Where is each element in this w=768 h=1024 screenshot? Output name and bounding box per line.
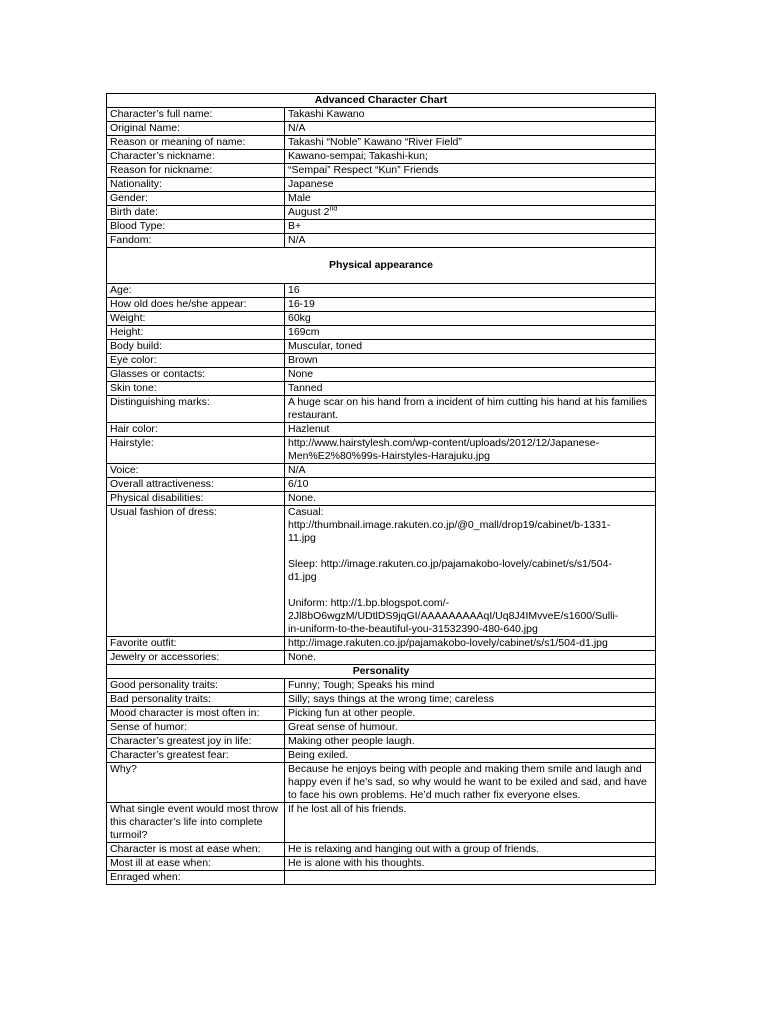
row-label: Nationality: [107,178,285,192]
row-value: 169cm [285,326,656,340]
character-chart-table [106,93,656,885]
table-row [107,284,656,298]
row-value: Takashi “Noble” Kawano “River Field” [285,136,656,150]
table-row [107,871,656,885]
table-row [107,206,656,220]
row-value: Picking fun at other people. [285,707,656,721]
row-value: A huge scar on his hand from a incident of him cutting his hand at his families restaurant. [285,396,656,423]
row-label: Character is most at ease when: [107,843,285,857]
row-value: 6/10 [285,478,656,492]
row-label: Why? [107,763,285,803]
row-label: Weight: [107,312,285,326]
row-value: Takashi Kawano [285,108,656,122]
row-value [285,206,656,220]
table-row [107,749,656,763]
row-value: Funny; Tough; Speaks his mind [285,679,656,693]
table-row [107,220,656,234]
table-row [107,721,656,735]
table-row [107,492,656,506]
table-row [107,763,656,803]
row-label: Character’s greatest joy in life: [107,735,285,749]
table-row [107,693,656,707]
row-value: Male [285,192,656,206]
row-label: Gender: [107,192,285,206]
row-label: Physical disabilities: [107,492,285,506]
row-value [285,871,656,885]
row-value: Muscular, toned [285,340,656,354]
row-label: Reason for nickname: [107,164,285,178]
row-value: N/A [285,122,656,136]
row-value: Tanned [285,382,656,396]
row-value: Making other people laugh. [285,735,656,749]
row-label: Favorite outfit: [107,637,285,651]
table-row [107,478,656,492]
row-value: “Sempai” Respect “Kun” Friends [285,164,656,178]
row-label: Overall attractiveness: [107,478,285,492]
row-value: If he lost all of his friends. [285,803,656,843]
row-label: Body build: [107,340,285,354]
row-label: Sense of humor: [107,721,285,735]
table-row [107,298,656,312]
row-label: Voice: [107,464,285,478]
table-row [107,803,656,843]
table-row [107,637,656,651]
chart-title-row [107,94,656,108]
table-row [107,312,656,326]
table-row [107,506,656,637]
row-label: Skin tone: [107,382,285,396]
row-label: Eye color: [107,354,285,368]
row-label: Hairstyle: [107,437,285,464]
row-label: Jewelry or accessories: [107,651,285,665]
table-row [107,178,656,192]
row-value: Because he enjoys being with people and making them smile and laugh and happy even if he’s sad, so why would he want to be exiled and sad, and have to face his own problems. He’d much rather fix everyone elses. [285,763,656,803]
row-label: Character’s greatest fear: [107,749,285,763]
table-row [107,707,656,721]
table-row [107,368,656,382]
row-label: Mood character is most often in: [107,707,285,721]
row-value: http://www.hairstylesh.com/wp-content/uploads/2012/12/Japanese- Men%E2%80%99s-Hairstyles-Harajuku.jpg [285,437,656,464]
row-value: Hazlenut [285,423,656,437]
table-row [107,122,656,136]
row-value: 16-19 [285,298,656,312]
row-value: Silly; says things at the wrong time; careless [285,693,656,707]
table-row [107,354,656,368]
table-row [107,150,656,164]
row-value: Great sense of humour. [285,721,656,735]
row-label: Distinguishing marks: [107,396,285,423]
row-label: Most ill at ease when: [107,857,285,871]
row-value: Brown [285,354,656,368]
table-row [107,382,656,396]
table-row [107,857,656,871]
row-value: None. [285,492,656,506]
basics-section [107,108,656,248]
personality-heading-row [107,665,656,679]
row-value: N/A [285,464,656,478]
table-row [107,164,656,178]
table-row [107,679,656,693]
row-label: Usual fashion of dress: [107,506,285,637]
row-label: How old does he/she appear: [107,298,285,312]
table-row [107,735,656,749]
row-value: He is relaxing and hanging out with a group of friends. [285,843,656,857]
table-row [107,464,656,478]
row-value: N/A [285,234,656,248]
row-value: Japanese [285,178,656,192]
table-row [107,234,656,248]
row-label: Character’s nickname: [107,150,285,164]
row-value: Kawano-sempai; Takashi-kun; [285,150,656,164]
row-label: Enraged when: [107,871,285,885]
row-label: Character’s full name: [107,108,285,122]
table-row [107,136,656,150]
row-value: B+ [285,220,656,234]
row-label: What single event would most throw this character’s life into complete turmoil? [107,803,285,843]
table-row [107,437,656,464]
ordinal-suffix: nd [329,205,338,213]
table-row [107,326,656,340]
row-value: He is alone with his thoughts. [285,857,656,871]
row-label: Blood Type: [107,220,285,234]
row-label: Reason or meaning of name: [107,136,285,150]
row-label: Hair color: [107,423,285,437]
table-row [107,423,656,437]
table-row [107,651,656,665]
row-label: Bad personality traits: [107,693,285,707]
row-value: http://image.rakuten.co.jp/pajamakobo-lovely/cabinet/s/s1/504-d1.jpg [285,637,656,651]
row-value: None. [285,651,656,665]
row-value: Casual: http://thumbnail.image.rakuten.co.jp/@0_mall/drop19/cabinet/b-1331- 11.jpg Sleep: http://image.rakuten.co.jp/pajamakobo-lovely/cabinet/s/s1/504- d1.jpg Uniform: http://1.bp.blogspot.com/- 2Jl8bO6wgzM/UDtlDS9jqGI/AAAAAAAAAqI/Uq8J4IMvveE/s1600/Sulli- in-uniform-to-the-beautiful-you-31532390-480-640.jpg [285,506,656,637]
table-row [107,192,656,206]
row-value: 60kg [285,312,656,326]
personality-heading: Personality [107,665,656,679]
row-label: Glasses or contacts: [107,368,285,382]
physical-section [107,284,656,665]
table-row [107,843,656,857]
chart-title: Advanced Character Chart [107,94,656,108]
physical-appearance-heading: Physical appearance [107,248,656,284]
row-label: Age: [107,284,285,298]
row-value-text: August 2 [288,206,330,218]
row-value: 16 [285,284,656,298]
table-row [107,340,656,354]
row-label: Birth date: [107,206,285,220]
physical-heading-row [107,248,656,284]
row-label: Good personality traits: [107,679,285,693]
table-row [107,396,656,423]
row-value: None [285,368,656,382]
personality-section [107,679,656,885]
row-label: Height: [107,326,285,340]
table-row [107,108,656,122]
row-label: Original Name: [107,122,285,136]
row-value: Being exiled. [285,749,656,763]
row-label: Fandom: [107,234,285,248]
